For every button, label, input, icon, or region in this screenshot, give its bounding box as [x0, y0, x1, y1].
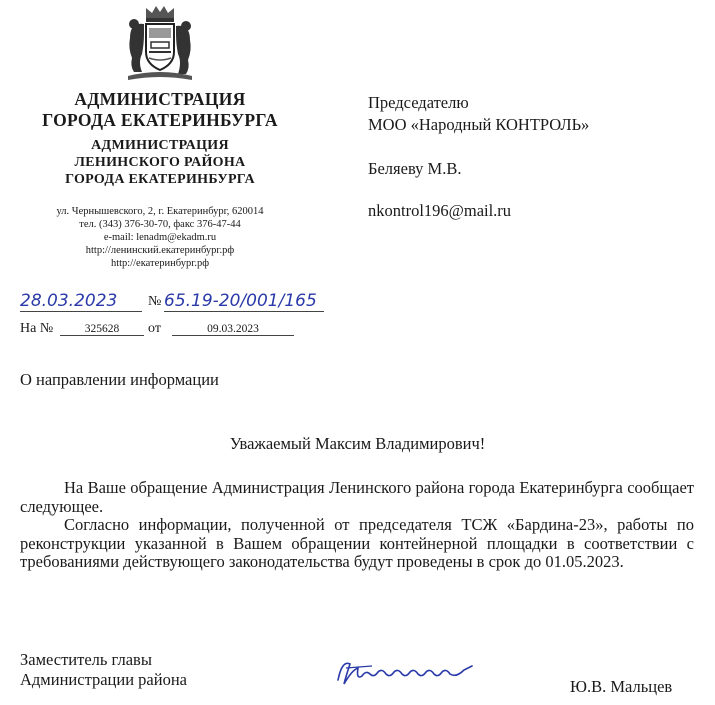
ref-label: На №	[20, 321, 54, 336]
site-link-2: http://екатеринбург.рф	[110, 258, 210, 269]
handwritten-signature	[332, 656, 477, 695]
address: ул. Чернышевского, 2, г. Екатеринбург, 620014	[56, 206, 264, 217]
subject: О направлении информации	[20, 370, 219, 389]
paragraph-1: На Ваше обращение Администрация Ленинского района города Екатеринбурга сообщает следующее.	[20, 478, 694, 516]
paragraph-2: Согласно информации, полученной от председателя ТСЖ «Бардина-23», работы по реконструкции указанной в Вашем обращении контейнерной площадки в соответствии с требованиями действующего законодательства будут проведены в срок до 01.05.2023.	[20, 515, 694, 571]
dept-name-line2: ЛЕНИНСКОГО РАЙОНА	[74, 155, 246, 170]
coat-of-arms-icon	[122, 4, 198, 84]
signer-position-line2: Администрации района	[20, 670, 187, 689]
number-label: №	[148, 294, 162, 309]
registration-number: 65.19-20/001/165	[164, 291, 324, 312]
email: e-mail: lenadm@ekadm.ru	[103, 232, 217, 243]
addressee-line2: МОО «Народный КОНТРОЛЬ»	[368, 115, 590, 134]
signer-name: Ю.В. Мальцев	[570, 677, 673, 696]
signer-position-line1: Заместитель главы	[20, 650, 152, 669]
phone: тел. (343) 376-30-70, факс 376-47-44	[79, 219, 241, 230]
addressee-name: Беляеву М.В.	[368, 159, 462, 178]
dept-name-line1: АДМИНИСТРАЦИЯ	[91, 138, 229, 153]
ref-date: 09.03.2023	[172, 323, 294, 336]
site-link-1: http://ленинский.екатеринбург.рф	[85, 245, 235, 256]
org-name-line2: ГОРОДА ЕКАТЕРИНБУРГА	[42, 110, 278, 130]
ref-number: 325628	[60, 323, 144, 336]
greeting: Уважаемый Максим Владимирович!	[229, 434, 486, 453]
registration-date: 28.03.2023	[20, 291, 142, 312]
org-name-line1: АДМИНИСТРАЦИЯ	[74, 89, 246, 109]
from-label: от	[148, 321, 161, 336]
dept-name-line3: ГОРОДА ЕКАТЕРИНБУРГА	[65, 172, 255, 187]
addressee-email: nkontrol196@mail.ru	[368, 201, 512, 220]
letter-body	[20, 479, 694, 572]
addressee-line1: Председателю	[368, 93, 469, 112]
